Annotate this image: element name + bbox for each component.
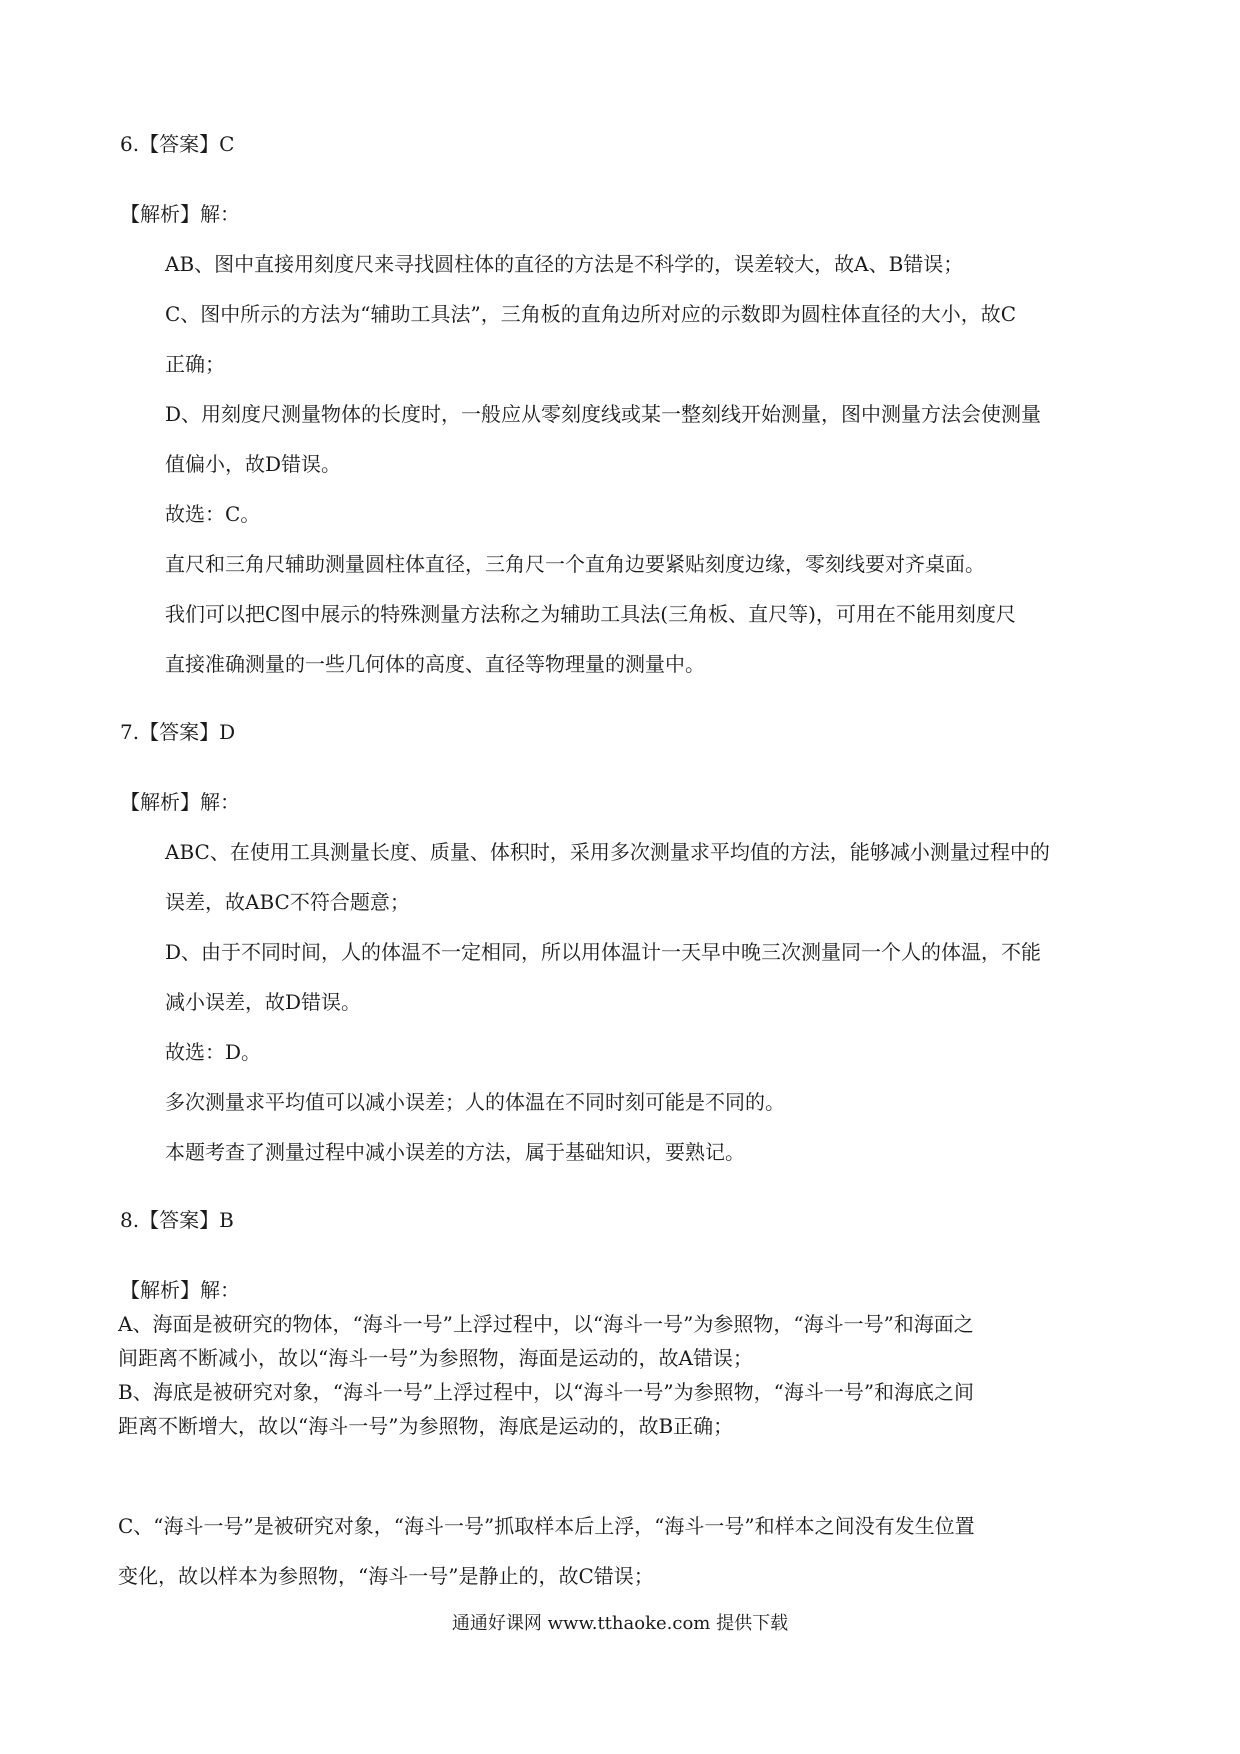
- analysis-8-line: 距离不断增大，故以“海斗一号”为参照物，海底是运动的，故B正确；: [118, 1414, 734, 1438]
- analysis-6-line: 直接准确测量的一些几何体的高度、直径等物理量的测量中。: [165, 652, 705, 676]
- analysis-8-line: C、“海斗一号”是被研究对象，“海斗一号”抓取样本后上浮，“海斗一号”和样本之间没有发生位置: [118, 1514, 975, 1538]
- analysis-8-line: 变化，故以样本为参照物，“海斗一号”是静止的，故C错误；: [118, 1564, 654, 1588]
- analysis-6-line: AB、图中直接用刻度尺来寻找圆柱体的直径的方法是不科学的，误差较大，故A、B错误；: [165, 252, 964, 276]
- analysis-8-line: B、海底是被研究对象，“海斗一号”上浮过程中，以“海斗一号”为参照物，“海斗一号”和海底之间: [118, 1380, 975, 1404]
- analysis-7-choice: 故选：D。: [165, 1040, 262, 1064]
- analysis-6-line: 直尺和三角尺辅助测量圆柱体直径，三角尺一个直角边要紧贴刻度边缘，零刻线要对齐桌面。: [165, 552, 985, 576]
- analysis-6-choice: 故选：C。: [165, 502, 261, 526]
- analysis-6-line: 正确；: [165, 352, 225, 376]
- analysis-7-line: ABC、在使用工具测量长度、质量、体积时，采用多次测量求平均值的方法，能够减小测量过程中的: [165, 840, 1050, 864]
- analysis-7-line: 误差，故ABC不符合题意；: [165, 890, 410, 914]
- analysis-7-line: 本题考查了测量过程中减小误差的方法，属于基础知识，要熟记。: [165, 1140, 745, 1164]
- analysis-8-label: 【解析】解：: [120, 1278, 240, 1302]
- page-footer: 通通好课网 www.tthaoke.com 提供下载: [451, 1613, 789, 1634]
- answer-6-heading: 6.【答案】C: [120, 132, 235, 156]
- analysis-6-line: 值偏小，故D错误。: [165, 452, 342, 476]
- analysis-6-line: 我们可以把C图中展示的特殊测量方法称之为辅助工具法(三角板、直尺等)，可用在不能用刻度尺: [165, 602, 1016, 626]
- analysis-7-line: 减小误差，故D错误。: [165, 990, 362, 1014]
- analysis-6-label: 【解析】解：: [120, 202, 240, 226]
- analysis-6-line: C、图中所示的方法为“辅助工具法”，三角板的直角边所对应的示数即为圆柱体直径的大小，故C: [165, 302, 1017, 326]
- analysis-7-line: D、由于不同时间，人的体温不一定相同，所以用体温计一天早中晚三次测量同一个人的体温，不能: [165, 940, 1042, 964]
- answer-8-heading: 8.【答案】B: [120, 1208, 234, 1232]
- answer-7-heading: 7.【答案】D: [120, 720, 236, 744]
- analysis-7-line: 多次测量求平均值可以减小误差；人的体温在不同时刻可能是不同的。: [165, 1090, 785, 1114]
- analysis-7-label: 【解析】解：: [120, 790, 240, 814]
- analysis-8-line: 间距离不断减小，故以“海斗一号”为参照物，海面是运动的，故A错误；: [118, 1346, 753, 1370]
- analysis-8-line: A、海面是被研究的物体，“海斗一号”上浮过程中，以“海斗一号”为参照物，“海斗一号”和海面之: [118, 1312, 974, 1336]
- analysis-6-line: D、用刻度尺测量物体的长度时，一般应从零刻度线或某一整刻线开始测量，图中测量方法会使测量: [165, 402, 1042, 426]
